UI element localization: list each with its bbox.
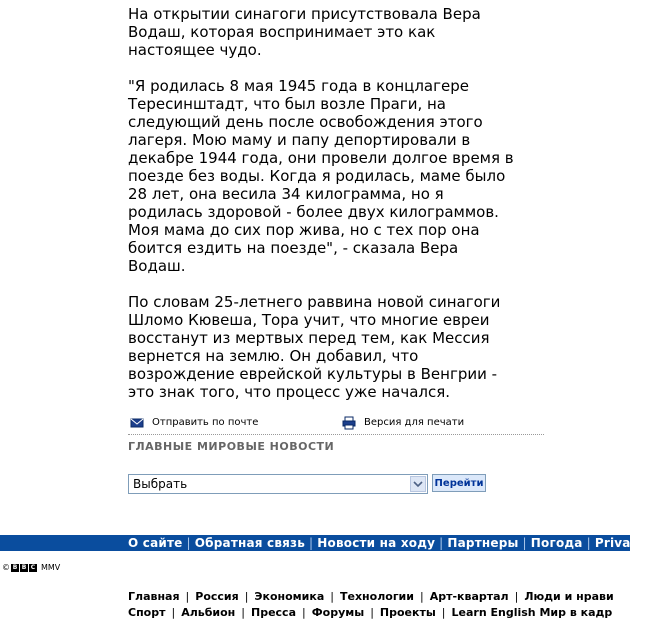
world-news-select-value: Выбрать	[133, 477, 188, 491]
footer-separator: |	[441, 606, 446, 619]
envelope-icon	[130, 417, 144, 429]
nav-link-partners[interactable]: Партнеры	[447, 536, 519, 550]
utility-nav-links	[128, 536, 646, 550]
article-tools	[128, 416, 544, 432]
footer-separator: |	[370, 606, 374, 619]
footer-nav-row-1	[128, 590, 614, 603]
footer-link[interactable]: Люди и нрави	[524, 590, 614, 603]
nav-separator: |	[522, 536, 527, 550]
copyright-year: MMV	[41, 563, 61, 572]
bbc-logo-block: B	[12, 564, 18, 571]
nav-link-weather[interactable]: Погода	[530, 536, 583, 550]
nav-link-privacy[interactable]: Privacy	[594, 536, 646, 550]
footer-separator: |	[302, 606, 306, 619]
footer-separator: |	[244, 590, 249, 603]
article-paragraph-1: На открытии синагоги присутствовала Вера Водаш, которая воспринимает это как настоящее чудо.	[128, 5, 481, 59]
print-link-label: Версия для печати	[364, 417, 465, 428]
copyright-icon: ©	[2, 563, 10, 572]
article-body	[128, 5, 558, 419]
footer-link[interactable]: Пресса	[251, 606, 297, 619]
nav-separator: |	[186, 536, 191, 550]
nav-separator: |	[439, 536, 444, 550]
footer-link[interactable]: Проекты	[379, 606, 436, 619]
bbc-logo-block: B	[21, 564, 27, 571]
footer-separator: |	[330, 590, 334, 603]
footer-link[interactable]: Спорт	[128, 606, 166, 619]
utility-nav-bar	[0, 535, 646, 551]
bbc-logo-block: C	[30, 564, 36, 571]
email-link[interactable]	[130, 416, 258, 430]
article-paragraph-2: "Я родилась 8 мая 1945 года в концлагере Тересинштадт, что был возле Праги, на следующий день после освобождения этого лагеря. Мою маму и папу депортировали в декабре 1944 года, они провели долгое время в поезде без воды. Когда я родилась, маме было 28 лет, она весила 34 килограмма, но я родилась здоровой - более двух килограммов. Моя мама до сих пор жива, но с тех пор она боится ездить на поезде", - сказала Вера Водаш.	[128, 77, 514, 275]
footer-link[interactable]: Экономика	[254, 590, 325, 603]
footer-separator: |	[419, 590, 424, 603]
nav-link-mobile-news[interactable]: Новости на ходу	[317, 536, 436, 550]
printer-icon	[342, 417, 356, 429]
nav-link-feedback[interactable]: Обратная связь	[194, 536, 306, 550]
footer-link[interactable]: Альбион	[181, 606, 236, 619]
go-button[interactable]: Перейти	[432, 474, 486, 492]
world-news-select[interactable]	[128, 474, 428, 494]
footer-separator: |	[241, 606, 245, 619]
print-version-link[interactable]	[342, 416, 464, 430]
footer-link[interactable]: Россия	[195, 590, 239, 603]
footer-link[interactable]: Мир в кадр	[539, 606, 613, 619]
footer-link[interactable]: Форумы	[311, 606, 365, 619]
article-paragraph-3: По словам 25-летнего раввина новой синагоги Шломо Кювеша, Тора учит, что многие евреи восстанут из мертвых перед тем, как Мессия вернется на землю. Он добавил, что возрождение еврейской культуры в Венгрии - это знак того, что процесс уже начался.	[128, 293, 501, 401]
chevron-down-icon[interactable]	[410, 476, 426, 492]
nav-separator: |	[586, 536, 591, 550]
email-link-label: Отправить по почте	[152, 417, 259, 428]
footer-separator: |	[514, 590, 519, 603]
footer-link[interactable]: Технологии	[339, 590, 414, 603]
footer-nav-row-2	[128, 606, 612, 619]
footer-link[interactable]: Главная	[128, 590, 180, 603]
copyright-brand	[2, 563, 60, 572]
footer-link[interactable]: Learn English	[451, 606, 536, 619]
dotted-divider	[128, 434, 544, 435]
footer-separator: |	[171, 606, 176, 619]
nav-link-about[interactable]: О сайте	[128, 536, 183, 550]
world-news-title: ГЛАВНЫЕ МИРОВЫЕ НОВОСТИ	[128, 440, 335, 453]
footer-link[interactable]: Арт-квартал	[429, 590, 509, 603]
nav-separator: |	[309, 536, 314, 550]
footer-separator: |	[185, 590, 190, 603]
